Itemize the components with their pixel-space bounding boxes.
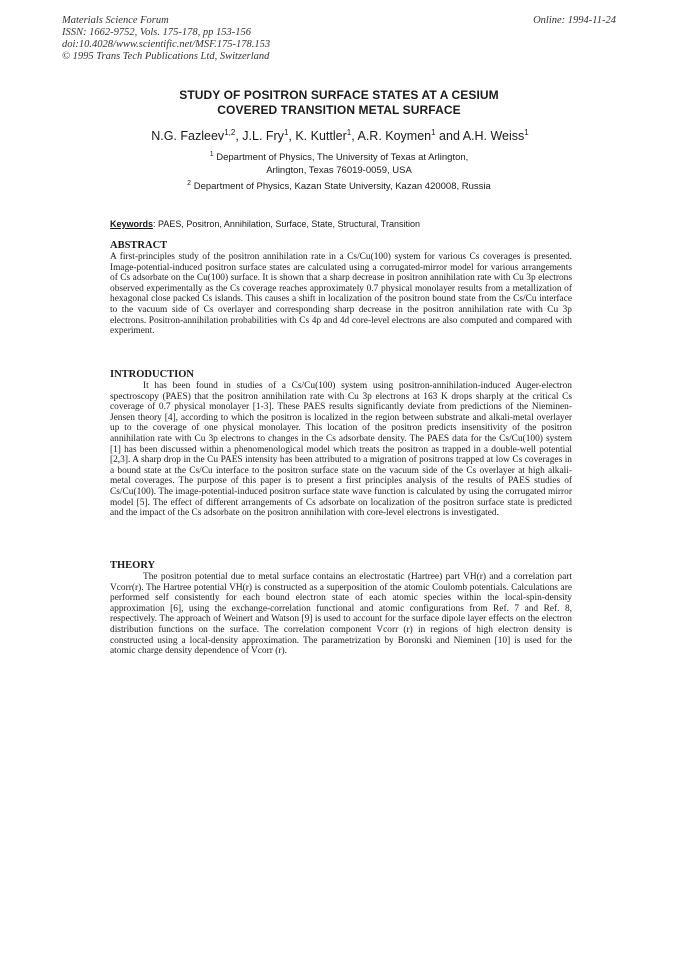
keywords-list: : PAES, Positron, Annihilation, Surface, State, Structural, Transition <box>153 219 420 229</box>
affiliation-line: Arlington, Texas 76019-0059, USA <box>266 165 412 176</box>
introduction-section <box>110 369 572 519</box>
theory-text: The positron potential due to metal surface contains an electrostatic (Hartree) part VH(r) and a correlation part Vcorr(r). The Hartree potential VH(r) is constructed as a superposition of the atomic Coulomb potentials. Calculations are performed self consistently for each bound electron state of each atomic species within the local-spin-density approximation [6], using the exchange-correlation functional and atomic configurations from Ref. 7 and Ref. 8, respectively. The approach of Weinert and Watson [9] is used to account for the surface dipole layer effects on the electron distribution functions on the surface. The correlation component Vcorr (r) in regions of high electron density is constructed using a local-density approximation. The parametrization by Boronski and Nieminen [10] is used for the atomic charge density dependence of Vcorr (r). <box>110 572 572 657</box>
section-heading-introduction: INTRODUCTION <box>110 369 195 380</box>
online-date: Online: 1994-11-24 <box>533 15 616 26</box>
author-name: N.G. Fazleev <box>151 129 225 143</box>
affiliation-2 <box>100 180 578 193</box>
author-name: J.L. Fry <box>242 129 284 143</box>
theory-section <box>110 560 572 657</box>
author-separator: , <box>235 129 243 143</box>
author-name: A.H. Weiss <box>462 129 525 143</box>
introduction-text: It has been found in studies of a Cs/Cu(100) system using positron-annihilation-induced Auger-electron spectroscopy (PAES) that the positron annihilation rate with Cu 3p electrons at 163 K drops sharply at the critical Cs coverage of 0.7 physical monolayer [1-3]. These PAES results significantly deviate from predictions of the Nieminen-Jensen theory [4], according to which the positron is localized in the region between substrate and alkali-metal overlayer up to the coverage of one physical monolayer. This location of the positron predicts insensitivity of the positron annihilation rate with Cu 3p electrons to changes in the Cs adsorbate density. The PAES data for the Cs/Cu(100) system [1] has been discussed within a phenomenological model which treats the positron as trapped in a double-well potential [2,3]. A sharp drop in the Cu PAES intensity has been attributed to a migration of positrons trapped at low Cs coverages in a bound state at the Cs/Cu interface to the positron surface state on the vacuum side of the Cs overlayer at high alkali-metal coverages. The purpose of this paper is to present a first principles analysis of the results of PAES studies of Cs/Cu(100). The image-potential-induced positron surface state wave function is calculated by using the corrugated mirror model [5]. The effect of different arrangements of Cs adsorbate on localization of the positron surface state is predicted and the impact of the Cs adsorbate on the positron annihilation with core-level electrons is investigated. <box>110 381 572 519</box>
author-affiliation-mark: 1 <box>431 127 436 137</box>
author-affiliation-mark: 1 <box>346 127 352 137</box>
affiliation-line: Department of Physics, The University of Texas at Arlington, <box>216 152 469 163</box>
author-affiliation-mark: 1 <box>524 127 529 137</box>
author-affiliation-mark: 1 <box>283 127 289 137</box>
abstract-section <box>110 240 572 337</box>
abstract-text: A first-principles study of the positron annihilation rate in a Cs/Cu(100) system for various Cs coverages is presented. Image-potential-induced positron surface states are calculated using a corrugated-mirror model for various arrangements of Cs adsorbate on the Cu(100) surface. It is shown that a sharp decrease in positron annihilation rate with Cu 3p electrons observed experimentally as the Cs coverage reaches approximately 0.7 physical monolayer results from a metallization of hexagonal close packed Cs islands. This causes a shift in localization of the positron bound state from the Cs/Cu interface to the vacuum side of Cs overlayer and corresponding sharp decrease in the positron annihilation rate with Cu 3p electrons. Positron-annihilation probabilities with Cs 4p and 4d core-level electrons are also computed and compared with experiment. <box>110 252 572 337</box>
author-separator: , <box>288 129 296 143</box>
author-list <box>90 129 590 143</box>
affiliation-number: 1 <box>209 150 214 158</box>
paper-title <box>100 88 578 118</box>
keywords-line <box>110 219 570 229</box>
affiliation-1 <box>100 151 578 177</box>
author-name: K. Kuttler <box>295 129 347 143</box>
copyright-line: © 1995 Trans Tech Publications Ltd, Switzerland <box>62 51 270 62</box>
affiliation-line: Department of Physics, Kazan State University, Kazan 420008, Russia <box>193 181 491 192</box>
author-conjunction: and <box>435 129 463 143</box>
author-separator: , <box>351 129 358 143</box>
affiliation-number: 2 <box>187 179 192 187</box>
title-line-1: STUDY OF POSITRON SURFACE STATES AT A CESIUM <box>179 88 499 102</box>
doi-link[interactable]: doi:10.4028/www.scientific.net/MSF.175-178.153 <box>62 39 271 50</box>
section-heading-abstract: ABSTRACT <box>110 240 168 251</box>
journal-name: Materials Science Forum <box>62 15 169 26</box>
author-name: A.R. Koymen <box>357 129 432 143</box>
title-line-2: COVERED TRANSITION METAL SURFACE <box>217 103 461 117</box>
section-heading-theory: THEORY <box>110 560 156 571</box>
journal-header <box>62 15 382 63</box>
issn-line: ISSN: 1662-9752, Vols. 175-178, pp 153-156 <box>62 27 251 38</box>
author-affiliation-mark: 1,2 <box>224 127 236 137</box>
keywords-label: Keywords <box>110 219 154 229</box>
